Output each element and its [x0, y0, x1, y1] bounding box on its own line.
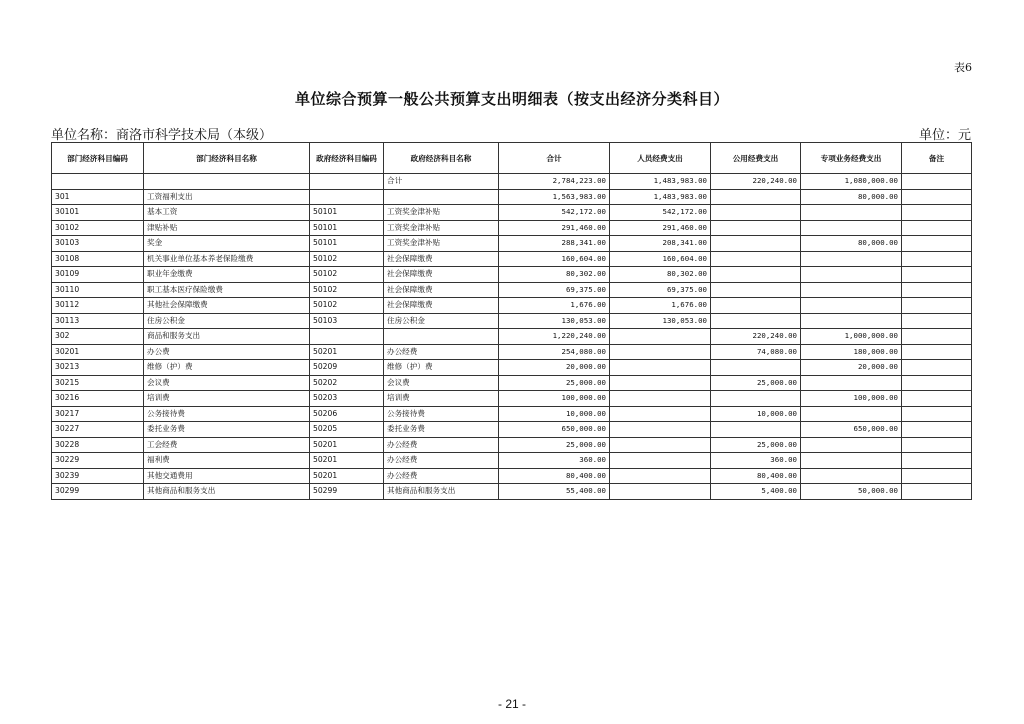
public-cell: 80,400.00	[711, 468, 801, 484]
gov-name-cell	[384, 329, 499, 345]
dept-code-cell: 30239	[52, 468, 144, 484]
note-cell	[902, 453, 972, 469]
total-cell: 69,375.00	[499, 282, 610, 298]
dept-name-cell: 工资福利支出	[144, 189, 310, 205]
dept-code-cell: 30110	[52, 282, 144, 298]
table-row	[52, 375, 972, 391]
table-row	[52, 329, 972, 345]
total-cell: 2,784,223.00	[499, 174, 610, 190]
gov-name-cell: 社会保障缴费	[384, 267, 499, 283]
gov-name-cell: 办公经费	[384, 468, 499, 484]
gov-name-cell: 培训费	[384, 391, 499, 407]
dept-code-cell: 30101	[52, 205, 144, 221]
total-cell: 542,172.00	[499, 205, 610, 221]
dept-name-cell: 其他商品和服务支出	[144, 484, 310, 500]
note-cell	[902, 220, 972, 236]
table-row	[52, 174, 972, 190]
special-cell	[801, 298, 902, 314]
special-cell	[801, 453, 902, 469]
note-cell	[902, 298, 972, 314]
note-cell	[902, 375, 972, 391]
gov-code-cell: 50101	[310, 205, 384, 221]
dept-code-cell: 30102	[52, 220, 144, 236]
note-cell	[902, 189, 972, 205]
gov-code-cell: 50103	[310, 313, 384, 329]
dept-name-cell: 住房公积金	[144, 313, 310, 329]
dept-code-cell: 30229	[52, 453, 144, 469]
gov-code-cell: 50209	[310, 360, 384, 376]
special-cell	[801, 468, 902, 484]
total-cell: 100,000.00	[499, 391, 610, 407]
note-cell	[902, 406, 972, 422]
public-cell	[711, 313, 801, 329]
special-cell: 1,000,000.00	[801, 329, 902, 345]
table-row	[52, 360, 972, 376]
dept-name-cell: 职业年金缴费	[144, 267, 310, 283]
special-cell	[801, 282, 902, 298]
table-row	[52, 391, 972, 407]
dept-name-cell: 维修（护）费	[144, 360, 310, 376]
special-cell: 20,000.00	[801, 360, 902, 376]
special-cell	[801, 205, 902, 221]
table-row	[52, 282, 972, 298]
dept-code-cell: 30215	[52, 375, 144, 391]
personnel-cell	[610, 329, 711, 345]
public-cell: 220,240.00	[711, 329, 801, 345]
dept-name-cell: 职工基本医疗保险缴费	[144, 282, 310, 298]
gov-code-cell: 50102	[310, 251, 384, 267]
gov-name-cell: 社会保障缴费	[384, 251, 499, 267]
header-cell: 合计	[499, 143, 610, 174]
public-cell	[711, 360, 801, 376]
unit-name: 单位名称：商洛市科学技术局（本级）	[51, 128, 273, 143]
total-cell: 1,676.00	[499, 298, 610, 314]
gov-name-cell: 住房公积金	[384, 313, 499, 329]
dept-name-cell: 其他社会保障缴费	[144, 298, 310, 314]
note-cell	[902, 251, 972, 267]
total-cell: 650,000.00	[499, 422, 610, 438]
personnel-cell	[610, 406, 711, 422]
note-cell	[902, 282, 972, 298]
personnel-cell: 1,676.00	[610, 298, 711, 314]
gov-name-cell: 维修（护）费	[384, 360, 499, 376]
gov-name-cell: 其他商品和服务支出	[384, 484, 499, 500]
gov-name-cell: 社会保障缴费	[384, 298, 499, 314]
page-number: - 21 -	[497, 697, 526, 711]
note-cell	[902, 422, 972, 438]
personnel-cell	[610, 484, 711, 500]
note-cell	[902, 391, 972, 407]
dept-code-cell: 30109	[52, 267, 144, 283]
dept-code-cell: 30103	[52, 236, 144, 252]
public-cell	[711, 422, 801, 438]
gov-name-cell: 社会保障缴费	[384, 282, 499, 298]
dept-code-cell	[52, 174, 144, 190]
personnel-cell	[610, 391, 711, 407]
gov-code-cell: 50101	[310, 236, 384, 252]
dept-name-cell: 福利费	[144, 453, 310, 469]
special-cell: 650,000.00	[801, 422, 902, 438]
personnel-cell: 69,375.00	[610, 282, 711, 298]
dept-code-cell: 30108	[52, 251, 144, 267]
gov-code-cell: 50102	[310, 298, 384, 314]
dept-name-cell: 奖金	[144, 236, 310, 252]
personnel-cell	[610, 468, 711, 484]
special-cell	[801, 267, 902, 283]
total-cell: 25,000.00	[499, 437, 610, 453]
gov-name-cell: 合计	[384, 174, 499, 190]
dept-name-cell: 其他交通费用	[144, 468, 310, 484]
dept-name-cell: 委托业务费	[144, 422, 310, 438]
unit-info-line	[51, 124, 971, 143]
public-cell: 25,000.00	[711, 375, 801, 391]
gov-name-cell: 办公经费	[384, 437, 499, 453]
total-cell: 25,000.00	[499, 375, 610, 391]
personnel-cell: 291,460.00	[610, 220, 711, 236]
table-row	[52, 236, 972, 252]
dept-code-cell: 30228	[52, 437, 144, 453]
table-row	[52, 298, 972, 314]
gov-code-cell	[310, 189, 384, 205]
dept-code-cell: 30112	[52, 298, 144, 314]
public-cell	[711, 189, 801, 205]
table-row	[52, 205, 972, 221]
total-cell: 80,400.00	[499, 468, 610, 484]
dept-name-cell: 商品和服务支出	[144, 329, 310, 345]
public-cell: 360.00	[711, 453, 801, 469]
total-cell: 1,220,240.00	[499, 329, 610, 345]
gov-name-cell: 办公经费	[384, 453, 499, 469]
total-cell: 1,563,983.00	[499, 189, 610, 205]
gov-code-cell: 50101	[310, 220, 384, 236]
special-cell: 180,000.00	[801, 344, 902, 360]
note-cell	[902, 236, 972, 252]
total-cell: 160,604.00	[499, 251, 610, 267]
table-row	[52, 220, 972, 236]
personnel-cell: 80,302.00	[610, 267, 711, 283]
public-cell	[711, 298, 801, 314]
dept-code-cell: 30213	[52, 360, 144, 376]
total-cell: 291,460.00	[499, 220, 610, 236]
dept-name-cell: 津贴补贴	[144, 220, 310, 236]
dept-code-cell: 30113	[52, 313, 144, 329]
public-cell: 5,400.00	[711, 484, 801, 500]
special-cell	[801, 220, 902, 236]
dept-code-cell: 30227	[52, 422, 144, 438]
special-cell: 80,000.00	[801, 189, 902, 205]
gov-code-cell	[310, 329, 384, 345]
table-row	[52, 406, 972, 422]
table-row	[52, 189, 972, 205]
note-cell	[902, 360, 972, 376]
dept-code-cell: 30201	[52, 344, 144, 360]
public-cell: 10,000.00	[711, 406, 801, 422]
total-cell: 288,341.00	[499, 236, 610, 252]
gov-code-cell: 50299	[310, 484, 384, 500]
document-title: 单位综合预算一般公共预算支出明细表（按支出经济分类科目）	[294, 90, 729, 108]
public-cell	[711, 251, 801, 267]
header-row	[52, 143, 972, 174]
personnel-cell	[610, 453, 711, 469]
total-cell: 360.00	[499, 453, 610, 469]
gov-name-cell: 会议费	[384, 375, 499, 391]
dept-name-cell: 工会经费	[144, 437, 310, 453]
personnel-cell	[610, 375, 711, 391]
dept-name-cell	[144, 174, 310, 190]
public-cell: 220,240.00	[711, 174, 801, 190]
note-cell	[902, 468, 972, 484]
dept-name-cell: 会议费	[144, 375, 310, 391]
table-row	[52, 484, 972, 500]
gov-name-cell: 工资奖金津补贴	[384, 236, 499, 252]
personnel-cell: 542,172.00	[610, 205, 711, 221]
gov-code-cell: 50201	[310, 344, 384, 360]
dept-name-cell: 办公费	[144, 344, 310, 360]
total-cell: 20,000.00	[499, 360, 610, 376]
dept-code-cell: 301	[52, 189, 144, 205]
dept-name-cell: 公务接待费	[144, 406, 310, 422]
gov-code-cell: 50102	[310, 267, 384, 283]
table-row	[52, 313, 972, 329]
header-cell: 政府经济科目编码	[310, 143, 384, 174]
personnel-cell	[610, 360, 711, 376]
personnel-cell: 160,604.00	[610, 251, 711, 267]
public-cell	[711, 220, 801, 236]
public-cell	[711, 282, 801, 298]
note-cell	[902, 437, 972, 453]
special-cell: 50,000.00	[801, 484, 902, 500]
gov-code-cell: 50202	[310, 375, 384, 391]
total-cell: 130,053.00	[499, 313, 610, 329]
table-number: 表6	[954, 61, 972, 74]
table-row	[52, 468, 972, 484]
table-row	[52, 251, 972, 267]
public-cell	[711, 236, 801, 252]
personnel-cell: 1,483,983.00	[610, 174, 711, 190]
dept-code-cell: 30299	[52, 484, 144, 500]
header-cell: 公用经费支出	[711, 143, 801, 174]
special-cell	[801, 375, 902, 391]
table-row	[52, 453, 972, 469]
header-cell: 部门经济科目编码	[52, 143, 144, 174]
note-cell	[902, 267, 972, 283]
note-cell	[902, 205, 972, 221]
dept-code-cell: 302	[52, 329, 144, 345]
table-row	[52, 437, 972, 453]
personnel-cell	[610, 344, 711, 360]
header-cell: 专项业务经费支出	[801, 143, 902, 174]
special-cell	[801, 313, 902, 329]
personnel-cell: 208,341.00	[610, 236, 711, 252]
public-cell	[711, 391, 801, 407]
personnel-cell: 130,053.00	[610, 313, 711, 329]
table-row	[52, 422, 972, 438]
gov-code-cell: 50201	[310, 468, 384, 484]
note-cell	[902, 329, 972, 345]
gov-name-cell: 公务接待费	[384, 406, 499, 422]
gov-code-cell: 50201	[310, 437, 384, 453]
gov-code-cell: 50206	[310, 406, 384, 422]
dept-name-cell: 培训费	[144, 391, 310, 407]
table-row	[52, 267, 972, 283]
personnel-cell	[610, 422, 711, 438]
dept-code-cell: 30216	[52, 391, 144, 407]
header-cell: 备注	[902, 143, 972, 174]
total-cell: 10,000.00	[499, 406, 610, 422]
total-cell: 80,302.00	[499, 267, 610, 283]
gov-name-cell: 工资奖金津补贴	[384, 220, 499, 236]
gov-code-cell	[310, 174, 384, 190]
gov-name-cell: 工资奖金津补贴	[384, 205, 499, 221]
note-cell	[902, 313, 972, 329]
gov-name-cell: 委托业务费	[384, 422, 499, 438]
gov-code-cell: 50203	[310, 391, 384, 407]
note-cell	[902, 484, 972, 500]
public-cell: 25,000.00	[711, 437, 801, 453]
table-row	[52, 344, 972, 360]
gov-name-cell	[384, 189, 499, 205]
special-cell	[801, 251, 902, 267]
public-cell	[711, 205, 801, 221]
personnel-cell	[610, 437, 711, 453]
header-cell: 部门经济科目名称	[144, 143, 310, 174]
gov-code-cell: 50201	[310, 453, 384, 469]
header-cell: 政府经济科目名称	[384, 143, 499, 174]
dept-name-cell: 基本工资	[144, 205, 310, 221]
note-cell	[902, 174, 972, 190]
gov-name-cell: 办公经费	[384, 344, 499, 360]
gov-code-cell: 50102	[310, 282, 384, 298]
dept-name-cell: 机关事业单位基本养老保险缴费	[144, 251, 310, 267]
budget-table	[51, 142, 972, 500]
special-cell: 80,000.00	[801, 236, 902, 252]
special-cell	[801, 437, 902, 453]
table-body	[52, 174, 972, 500]
personnel-cell: 1,483,983.00	[610, 189, 711, 205]
public-cell: 74,080.00	[711, 344, 801, 360]
unit-measure: 单位：元	[918, 128, 971, 143]
header-cell: 人员经费支出	[610, 143, 711, 174]
total-cell: 55,400.00	[499, 484, 610, 500]
special-cell: 100,000.00	[801, 391, 902, 407]
special-cell	[801, 406, 902, 422]
note-cell	[902, 344, 972, 360]
gov-code-cell: 50205	[310, 422, 384, 438]
special-cell: 1,080,000.00	[801, 174, 902, 190]
total-cell: 254,080.00	[499, 344, 610, 360]
dept-code-cell: 30217	[52, 406, 144, 422]
public-cell	[711, 267, 801, 283]
